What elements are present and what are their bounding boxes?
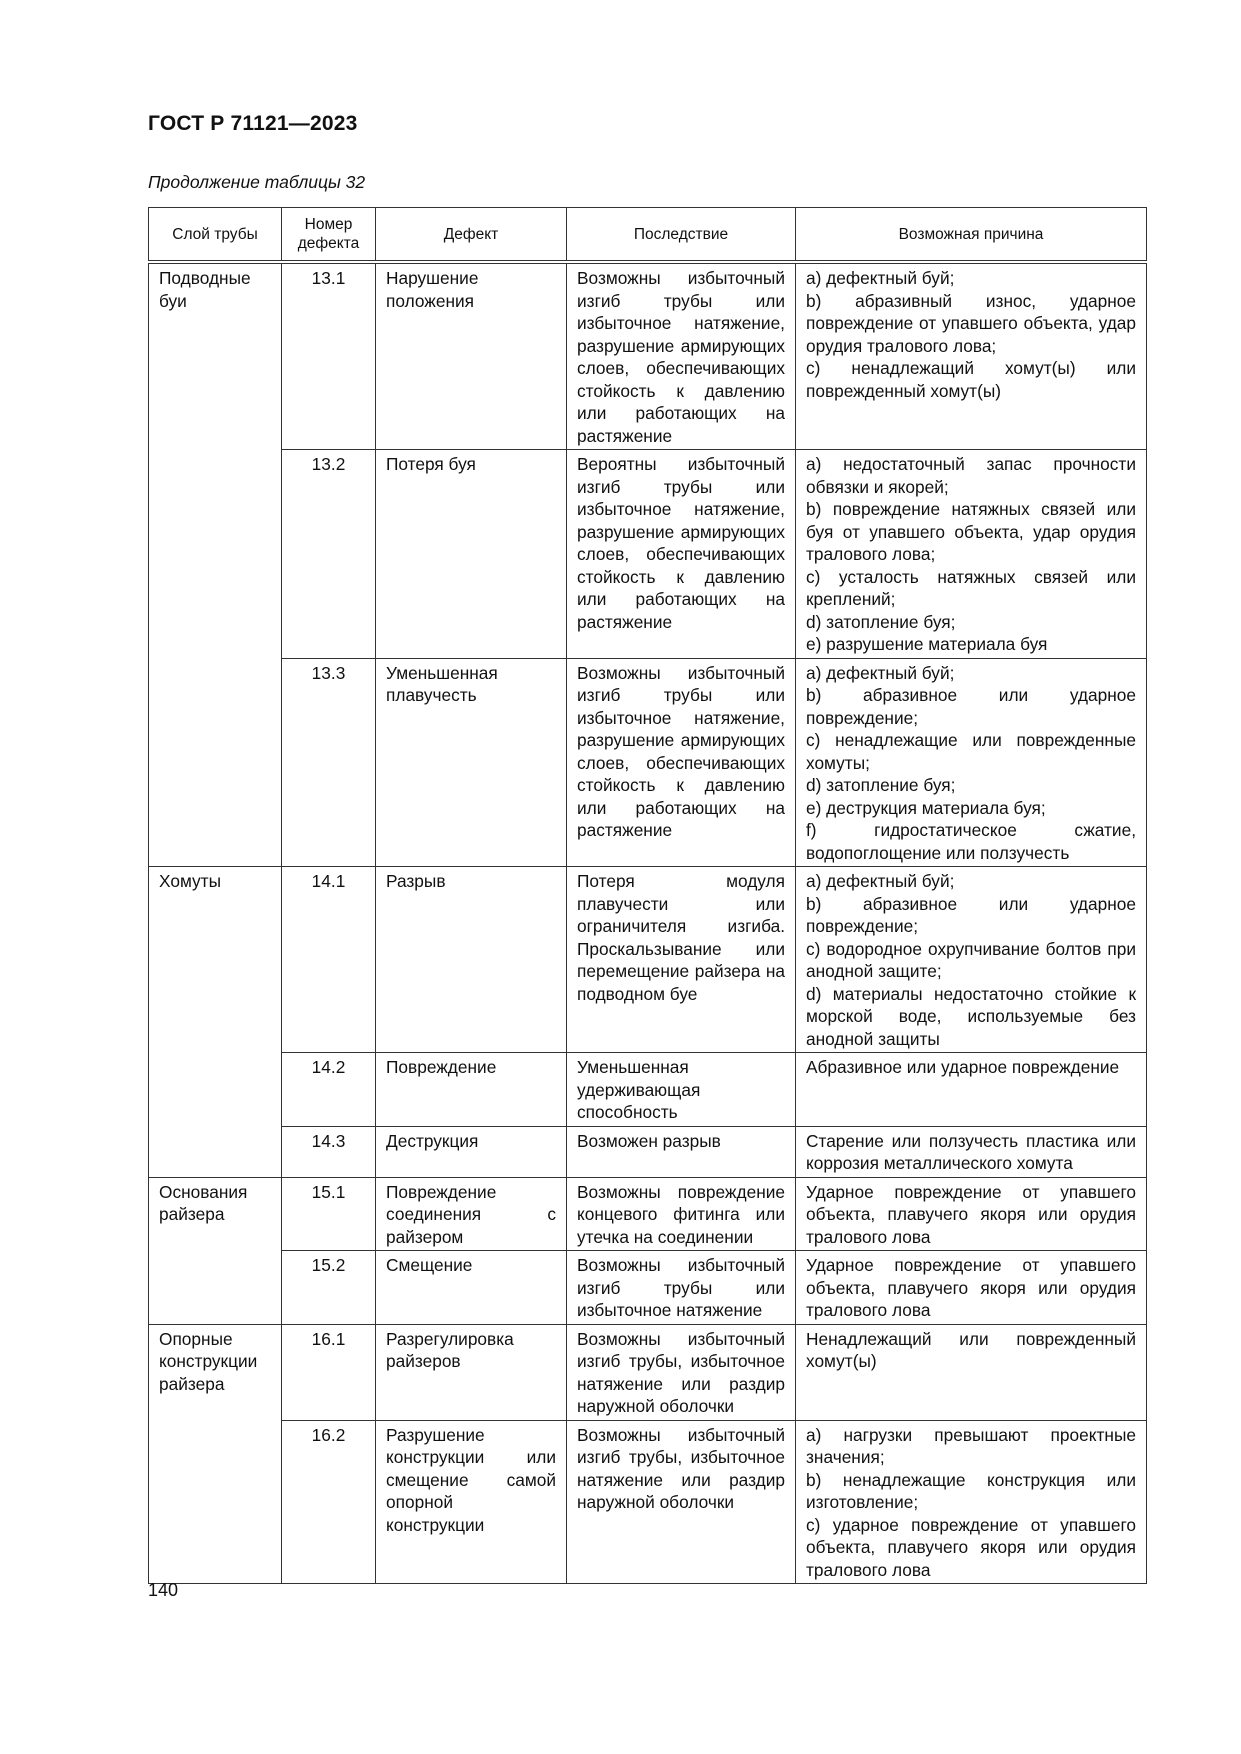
defect-number-cell: 14.2 <box>282 1053 376 1127</box>
layer-cell: Хомуты <box>149 867 282 1178</box>
table-row <box>149 1251 1147 1325</box>
consequence-cell: Возможны избыточный изгиб трубы или избыточное натяжение <box>567 1251 796 1325</box>
cause-cell: a) дефектный буй; b) абразивный износ, ударное повреждение от упавшего объекта, удар орудия тралового лова; c) ненадлежащий хомут(ы) или поврежденный хомут(ы) <box>796 262 1147 450</box>
defect-cell: Потеря буя <box>376 450 567 659</box>
defect-number-cell: 13.3 <box>282 658 376 867</box>
consequence-cell: Возможны избыточный изгиб трубы или избыточное натяжение, разрушение армирующих слоев, обеспечивающих стойкость к давлению или работающих на растяжение <box>567 262 796 450</box>
consequence-cell: Возможны повреждение концевого фитинга или утечка на соединении <box>567 1177 796 1251</box>
defect-cell: Повреждение соединения с райзером <box>376 1177 567 1251</box>
defect-number-cell: 14.1 <box>282 867 376 1053</box>
table-row <box>149 450 1147 659</box>
consequence-cell: Возможен разрыв <box>567 1126 796 1177</box>
table-row <box>149 1053 1147 1127</box>
layer-cell: Основания райзера <box>149 1177 282 1324</box>
layer-cell: Опорные конструкции райзера <box>149 1324 282 1584</box>
column-header: Дефект <box>376 208 567 263</box>
table-row <box>149 658 1147 867</box>
defects-table <box>148 207 1147 1584</box>
defect-number-cell: 14.3 <box>282 1126 376 1177</box>
cause-cell: Ударное повреждение от упавшего объекта, плавучего якоря или орудия тралового лова <box>796 1251 1147 1325</box>
table-row <box>149 1177 1147 1251</box>
defect-number-cell: 13.1 <box>282 262 376 450</box>
consequence-cell: Уменьшенная удерживающая способность <box>567 1053 796 1127</box>
defect-number-cell: 16.2 <box>282 1420 376 1584</box>
cause-cell: Ненадлежащий или поврежденный хомут(ы) <box>796 1324 1147 1420</box>
defect-cell: Разрушение конструкции или смещение самой опорной конструкции <box>376 1420 567 1584</box>
cause-cell: a) нагрузки превышают проектные значения; b) ненадлежащие конструкция или изготовление; c) ударное повреждение от упавшего объекта, плавучего якоря или орудия тралового лова <box>796 1420 1147 1584</box>
cause-cell: Абразивное или ударное повреждение <box>796 1053 1147 1127</box>
table-header-row <box>149 208 1147 263</box>
table-body <box>149 262 1147 1584</box>
cause-cell: a) дефектный буй; b) абразивное или ударное повреждение; c) ненадлежащие или поврежденные хомуты; d) затопление буя; e) деструкция материала буя; f) гидростатическое сжатие, водопоглощение или ползучесть <box>796 658 1147 867</box>
column-header: Номер дефекта <box>282 208 376 263</box>
defect-cell: Разрыв <box>376 867 567 1053</box>
table-row <box>149 1126 1147 1177</box>
table-row <box>149 1324 1147 1420</box>
cause-cell: Ударное повреждение от упавшего объекта, плавучего якоря или орудия тралового лова <box>796 1177 1147 1251</box>
defect-cell: Разрегулировка райзеров <box>376 1324 567 1420</box>
defect-number-cell: 13.2 <box>282 450 376 659</box>
table-row <box>149 1420 1147 1584</box>
cause-cell: Старение или ползучесть пластика или коррозия металлического хомута <box>796 1126 1147 1177</box>
defect-cell: Нарушение положения <box>376 262 567 450</box>
consequence-cell: Возможны избыточный изгиб трубы, избыточное натяжение или раздир наружной оболочки <box>567 1324 796 1420</box>
cause-cell: a) дефектный буй; b) абразивное или ударное повреждение; c) водородное охрупчивание болтов при анодной защите; d) материалы недостаточно стойкие к морской воде, используемые без анодной защиты <box>796 867 1147 1053</box>
table-caption: Продолжение таблицы 32 <box>148 172 366 192</box>
defect-cell: Смещение <box>376 1251 567 1325</box>
column-header: Возможная причина <box>796 208 1147 263</box>
page-number: 140 <box>148 1580 179 1600</box>
consequence-cell: Вероятны избыточный изгиб трубы или избыточное натяжение, разрушение армирующих слоев, обеспечивающих стойкость к давлению или работающих на растяжение <box>567 450 796 659</box>
column-header: Слой трубы <box>149 208 282 263</box>
table-row <box>149 867 1147 1053</box>
layer-cell: Подводные буи <box>149 262 282 867</box>
consequence-cell: Возможны избыточный изгиб трубы, избыточное натяжение или раздир наружной оболочки <box>567 1420 796 1584</box>
document-code: ГОСТ Р 71121—2023 <box>148 112 358 135</box>
column-header: Последствие <box>567 208 796 263</box>
defect-number-cell: 15.2 <box>282 1251 376 1325</box>
defect-cell: Повреждение <box>376 1053 567 1127</box>
cause-cell: a) недостаточный запас прочности обвязки и якорей; b) повреждение натяжных связей или буя от упавшего объекта, удар орудия тралового лова; c) усталость натяжных связей или креплений; d) затопление буя; e) разрушение материала буя <box>796 450 1147 659</box>
consequence-cell: Возможны избыточный изгиб трубы или избыточное натяжение, разрушение армирующих слоев, обеспечивающих стойкость к давлению или работающих на растяжение <box>567 658 796 867</box>
defect-number-cell: 15.1 <box>282 1177 376 1251</box>
defect-cell: Деструкция <box>376 1126 567 1177</box>
defect-number-cell: 16.1 <box>282 1324 376 1420</box>
defect-cell: Уменьшенная плавучесть <box>376 658 567 867</box>
table-row <box>149 262 1147 450</box>
consequence-cell: Потеря модуля плавучести или ограничителя изгиба. Проскальзывание или перемещение райзера на подводном буе <box>567 867 796 1053</box>
